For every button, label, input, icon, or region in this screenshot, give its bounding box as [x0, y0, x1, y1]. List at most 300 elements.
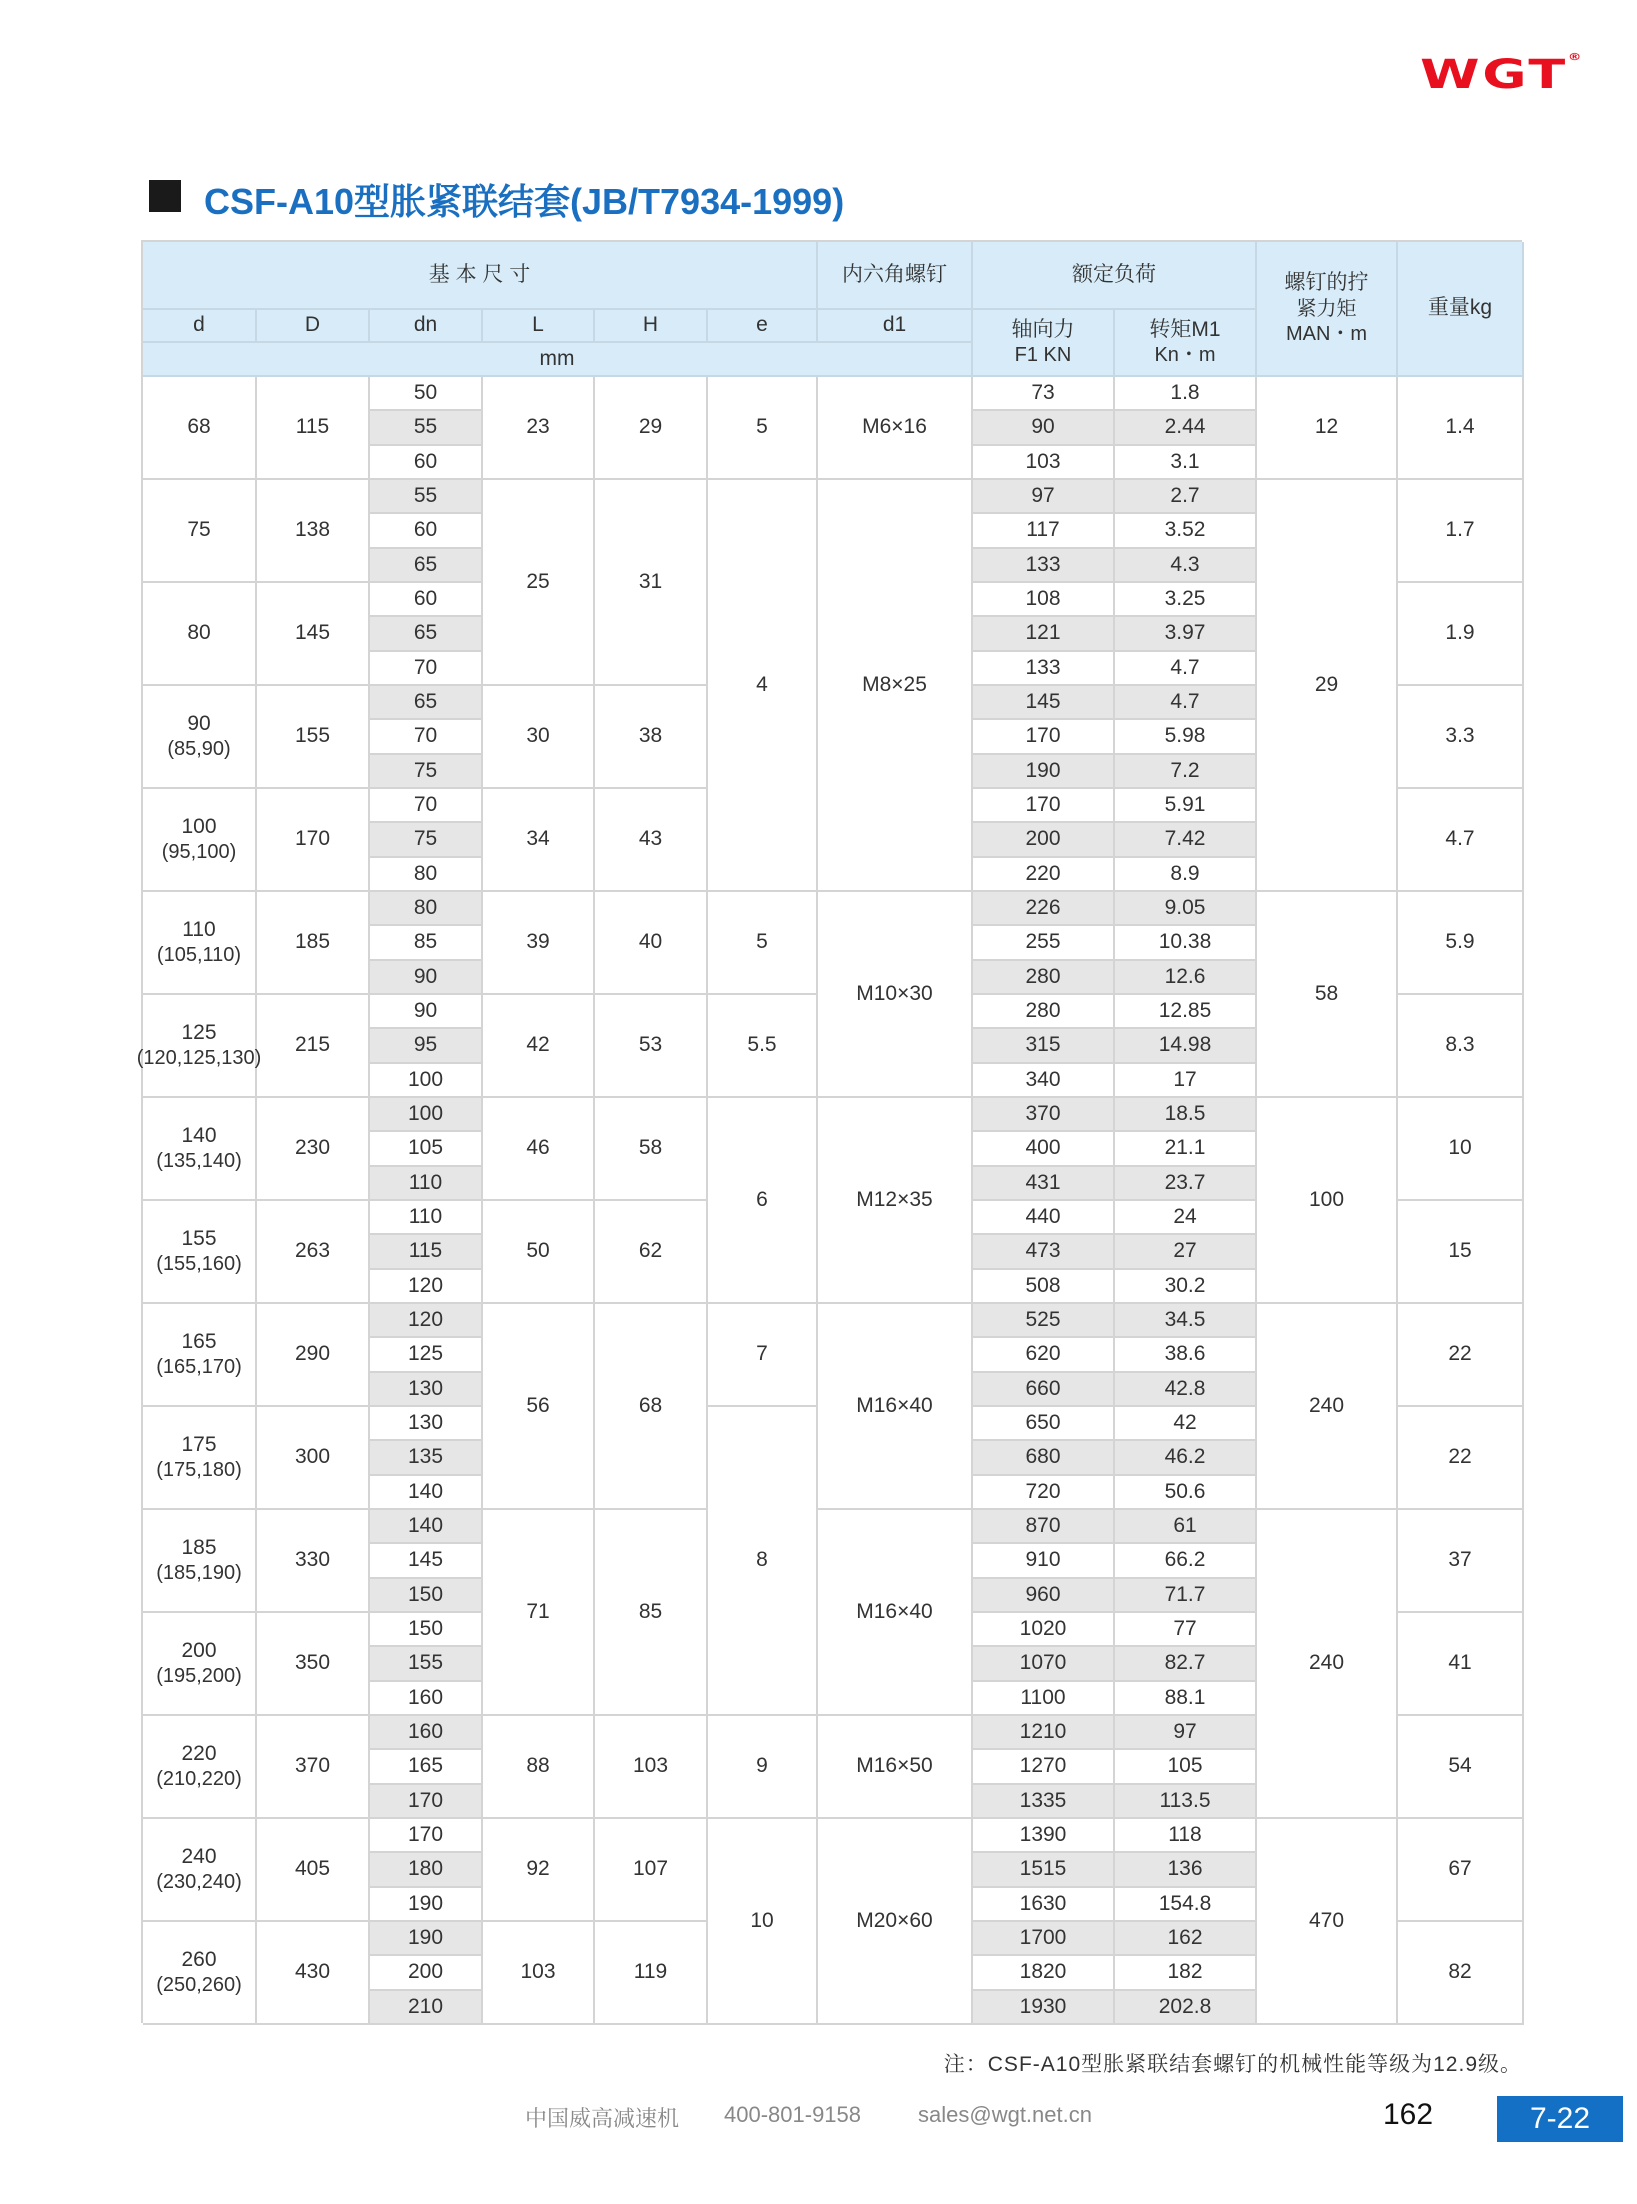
cell-D [257, 1098, 370, 1201]
header-col-d1-text: d1 [882, 313, 907, 337]
cell-f1-text: 620 [1025, 1342, 1061, 1366]
cell-m1-text: 2.44 [1164, 415, 1206, 439]
header-screw-text: 内六角螺钉 [842, 262, 947, 286]
cell-dn-text: 210 [407, 1994, 444, 2018]
cell-weight [1398, 583, 1524, 686]
footnote: 注：CSF-A10型胀紧联结套螺钉的机械性能等级为12.9级。 [943, 2053, 1522, 2076]
cell-f1 [973, 1647, 1115, 1682]
cell-h [595, 1716, 708, 1819]
cell-f1 [973, 720, 1115, 755]
cell-m1-text: 42.8 [1164, 1376, 1206, 1400]
cell-d1-text: M20×60 [856, 1908, 933, 1932]
cell-f1-text: 1100 [1020, 1685, 1066, 1709]
cell-l-text: 30 [526, 724, 550, 748]
cell-dn-text: 55 [413, 483, 438, 507]
cell-weight-text: 8.3 [1445, 1033, 1475, 1057]
cell-d [143, 789, 257, 892]
header-col-d-text: D [304, 313, 321, 337]
cell-weight [1398, 1098, 1524, 1201]
cell-f1-text: 73 [1031, 380, 1055, 404]
cell-f1 [973, 1544, 1115, 1579]
cell-l [483, 1304, 595, 1510]
cell-D-text: 300 [294, 1445, 331, 1469]
cell-l-text: 39 [526, 930, 550, 954]
cell-m1-text: 71.7 [1164, 1582, 1206, 1606]
cell-D [257, 583, 370, 686]
cell-dn [370, 686, 483, 720]
cell-f1-text: 90 [1031, 415, 1055, 439]
cell-l [483, 892, 595, 995]
cell-m1-text: 154.8 [1158, 1891, 1212, 1915]
cell-h-text: 43 [638, 827, 663, 851]
cell-m1 [1115, 514, 1257, 549]
cell-weight-text: 15 [1448, 1239, 1472, 1263]
cell-weight [1398, 1510, 1524, 1613]
cell-dn-text: 200 [407, 1960, 444, 1984]
cell-f1 [973, 1235, 1115, 1270]
spec-table [136, 240, 1522, 2023]
cell-d-text: 68 [187, 415, 211, 439]
cell-D-text: 145 [294, 621, 331, 645]
cell-h [595, 377, 708, 480]
cell-m1-text: 202.8 [1158, 1994, 1212, 2018]
cell-weight [1398, 892, 1524, 995]
cell-dn-text: 65 [413, 689, 438, 713]
cell-m1-text: 61 [1173, 1513, 1197, 1537]
cell-dn [370, 1922, 483, 1956]
cell-f1 [973, 892, 1115, 926]
cell-f1-text: 108 [1025, 586, 1061, 610]
cell-d [143, 1407, 257, 1510]
cell-f1-text: 121 [1025, 621, 1061, 645]
cell-f1 [973, 1098, 1115, 1132]
cell-h-text: 103 [632, 1754, 669, 1778]
cell-dn [370, 446, 483, 480]
cell-l [483, 686, 595, 789]
cell-weight-text: 22 [1448, 1445, 1472, 1469]
header-col-dn [370, 310, 483, 343]
cell-m1 [1115, 926, 1257, 961]
cell-d1-text: M16×40 [856, 1599, 933, 1623]
cell-dn [370, 1682, 483, 1716]
cell-d1-text: M12×35 [856, 1187, 933, 1211]
cell-e [708, 377, 818, 480]
cell-dn [370, 617, 483, 652]
header-tightening-torque-text: 螺钉的拧 [1284, 271, 1369, 295]
cell-h [595, 1819, 708, 1922]
cell-m1 [1115, 1407, 1257, 1441]
cell-m1 [1115, 446, 1257, 480]
cell-m1 [1115, 1544, 1257, 1579]
cell-dn-text: 95 [413, 1033, 438, 1057]
cell-m1-text: 34.5 [1164, 1307, 1206, 1331]
cell-f1 [973, 1579, 1115, 1613]
cell-m1 [1115, 1716, 1257, 1750]
header-axial-force [973, 310, 1115, 377]
cell-d-text: (120,125,130) [136, 1047, 262, 1070]
cell-f1 [973, 1201, 1115, 1235]
cell-f1 [973, 686, 1115, 720]
cell-dn-text: 110 [408, 1204, 443, 1228]
cell-m1 [1115, 892, 1257, 926]
cell-dn [370, 1579, 483, 1613]
cell-D [257, 1407, 370, 1510]
cell-D [257, 480, 370, 583]
cell-l-text: 46 [526, 1136, 550, 1160]
cell-m1 [1115, 1956, 1257, 1991]
cell-f1-text: 220 [1025, 861, 1061, 885]
cell-h [595, 789, 708, 892]
cell-dn-text: 80 [413, 861, 438, 885]
cell-h [595, 1922, 708, 2025]
cell-e-text: 5 [756, 415, 768, 439]
cell-dn-text: 140 [407, 1513, 444, 1537]
cell-m1-text: 118 [1168, 1822, 1202, 1846]
cell-m1 [1115, 823, 1257, 858]
cell-D-text: 330 [294, 1548, 331, 1572]
cell-m1 [1115, 549, 1257, 583]
cell-dn-text: 90 [413, 964, 438, 988]
cell-weight-text: 3.3 [1445, 724, 1475, 748]
cell-l [483, 1922, 595, 2025]
cell-f1 [973, 858, 1115, 892]
cell-D-text: 263 [294, 1239, 331, 1263]
cell-tightening [1257, 1304, 1398, 1510]
cell-f1 [973, 1338, 1115, 1373]
cell-dn-text: 75 [413, 827, 438, 851]
cell-f1 [973, 1853, 1115, 1888]
footer-company: 中国威高减速机 [525, 2106, 680, 2131]
cell-dn [370, 1476, 483, 1510]
cell-dn-text: 60 [413, 586, 438, 610]
cell-m1-text: 7.2 [1170, 758, 1200, 782]
cell-dn-text: 100 [407, 1101, 444, 1125]
cell-m1 [1115, 995, 1257, 1029]
cell-h-text: 29 [638, 415, 663, 439]
cell-h [595, 1304, 708, 1510]
cell-d-text: 155 [181, 1226, 217, 1250]
cell-h [595, 480, 708, 686]
cell-e-text: 8 [756, 1548, 768, 1572]
cell-h-text: 53 [638, 1033, 663, 1057]
cell-D [257, 1304, 370, 1407]
header-basic-dims [143, 242, 818, 310]
cell-D-text: 170 [294, 827, 331, 851]
cell-f1 [973, 1819, 1115, 1853]
cell-dn [370, 1132, 483, 1167]
cell-dn-text: 130 [407, 1376, 444, 1400]
cell-d-text: (85,90) [167, 738, 231, 761]
cell-tightening-text: 12 [1314, 415, 1339, 439]
cell-d-text: (185,190) [156, 1562, 242, 1585]
cell-dn [370, 892, 483, 926]
cell-m1 [1115, 1819, 1257, 1853]
cell-d [143, 583, 257, 686]
cell-h-text: 62 [638, 1239, 663, 1263]
cell-dn [370, 823, 483, 858]
cell-m1-text: 12.6 [1164, 964, 1206, 988]
cell-f1 [973, 1064, 1115, 1098]
cell-D-text: 290 [294, 1342, 331, 1366]
cell-m1 [1115, 1922, 1257, 1956]
header-col-l-text: L [532, 313, 544, 337]
cell-e [708, 995, 818, 1098]
cell-d-text: (230,240) [156, 1871, 242, 1894]
cell-m1 [1115, 1201, 1257, 1235]
cell-f1-text: 340 [1025, 1067, 1061, 1091]
cell-m1-text: 4.7 [1170, 689, 1200, 713]
cell-dn-text: 105 [407, 1136, 444, 1160]
cell-dn [370, 1373, 483, 1407]
cell-h [595, 892, 708, 995]
cell-d [143, 1819, 257, 1922]
cell-l [483, 377, 595, 480]
cell-m1-text: 7.42 [1164, 827, 1206, 851]
cell-d [143, 480, 257, 583]
cell-f1-text: 170 [1025, 724, 1061, 748]
cell-weight-text: 1.4 [1445, 415, 1475, 439]
cell-weight-text: 54 [1448, 1754, 1472, 1778]
cell-m1-text: 3.52 [1164, 518, 1206, 542]
cell-f1-text: 1070 [1019, 1651, 1067, 1675]
cell-e-text: 10 [750, 1908, 774, 1932]
cell-f1-text: 170 [1025, 792, 1061, 816]
cell-d [143, 1922, 257, 2025]
cell-m1-text: 24 [1173, 1204, 1197, 1228]
cell-dn [370, 858, 483, 892]
cell-m1 [1115, 1647, 1257, 1682]
cell-d-text: (210,220) [156, 1768, 242, 1791]
cell-dn [370, 1819, 483, 1853]
cell-f1-text: 525 [1025, 1307, 1061, 1331]
cell-m1 [1115, 1064, 1257, 1098]
header-col-l [483, 310, 595, 343]
cell-f1-text: 1630 [1019, 1891, 1067, 1915]
cell-dn-text: 160 [407, 1685, 444, 1709]
cell-m1-text: 27 [1173, 1239, 1197, 1263]
cell-m1 [1115, 1132, 1257, 1167]
cell-dn [370, 720, 483, 755]
cell-d-text: 110 [182, 917, 216, 941]
cell-d [143, 1304, 257, 1407]
header-col-e-text: e [756, 313, 768, 337]
header-tightening-torque-text: MAN・m [1285, 322, 1368, 345]
cell-dn [370, 755, 483, 789]
cell-f1 [973, 1750, 1115, 1785]
cell-e [708, 1407, 818, 1716]
cell-l-text: 42 [526, 1033, 550, 1057]
header-rated-load [973, 242, 1257, 310]
cell-dn [370, 995, 483, 1029]
cell-dn [370, 1510, 483, 1544]
cell-dn [370, 411, 483, 446]
cell-f1-text: 133 [1025, 552, 1061, 576]
cell-D-text: 370 [294, 1754, 331, 1778]
cell-m1-text: 9.05 [1164, 895, 1206, 919]
cell-dn-text: 110 [408, 1170, 443, 1194]
cell-D [257, 789, 370, 892]
cell-m1 [1115, 1441, 1257, 1476]
logo-text: WGT [1420, 52, 1568, 98]
cell-m1 [1115, 1785, 1257, 1819]
cell-dn [370, 1647, 483, 1682]
cell-f1-text: 660 [1025, 1376, 1061, 1400]
cell-dn [370, 1098, 483, 1132]
cell-l-text: 56 [526, 1393, 550, 1417]
cell-m1 [1115, 755, 1257, 789]
cell-dn-text: 60 [413, 449, 438, 473]
cell-dn-text: 170 [407, 1788, 444, 1812]
cell-e [708, 892, 818, 995]
cell-weight-text: 67 [1448, 1857, 1472, 1881]
cell-f1 [973, 1991, 1115, 2025]
cell-D [257, 995, 370, 1098]
cell-dn-text: 170 [407, 1822, 444, 1846]
cell-dn [370, 377, 483, 411]
cell-weight [1398, 480, 1524, 583]
cell-l-text: 103 [520, 1960, 556, 1984]
cell-f1-text: 1270 [1019, 1754, 1067, 1778]
cell-h-text: 119 [633, 1960, 668, 1984]
cell-f1-text: 280 [1025, 998, 1061, 1022]
cell-dn-text: 70 [413, 792, 438, 816]
cell-m1-text: 3.97 [1164, 621, 1206, 645]
cell-d-text: (155,160) [156, 1253, 242, 1276]
cell-dn-text: 70 [413, 655, 438, 679]
page-number: 162 [1383, 2098, 1434, 2131]
header-weight [1398, 242, 1524, 377]
cell-d [143, 377, 257, 480]
header-screw [818, 242, 973, 310]
cell-dn [370, 1201, 483, 1235]
cell-f1-text: 133 [1025, 655, 1061, 679]
cell-dn [370, 480, 483, 514]
title-square-icon [149, 180, 181, 212]
cell-h [595, 1098, 708, 1201]
cell-m1 [1115, 1682, 1257, 1716]
cell-d1-text: M8×25 [862, 672, 927, 696]
cell-tightening-text: 240 [1308, 1393, 1345, 1417]
cell-d1 [818, 377, 973, 480]
cell-e-text: 5.5 [747, 1033, 777, 1057]
cell-weight-text: 4.7 [1445, 827, 1475, 851]
cell-m1-text: 162 [1167, 1925, 1203, 1949]
cell-m1-text: 10.38 [1158, 930, 1212, 954]
cell-f1 [973, 926, 1115, 961]
cell-f1-text: 1210 [1019, 1719, 1067, 1743]
cell-dn [370, 926, 483, 961]
cell-l-text: 50 [526, 1239, 550, 1263]
cell-m1 [1115, 617, 1257, 652]
header-col-h-text: H [642, 313, 659, 337]
header-unit-text: mm [539, 346, 575, 370]
cell-dn-text: 65 [413, 552, 438, 576]
cell-dn [370, 1338, 483, 1373]
cell-h [595, 1201, 708, 1304]
cell-dn-text: 125 [407, 1342, 444, 1366]
cell-m1-text: 77 [1173, 1616, 1197, 1640]
cell-dn [370, 1716, 483, 1750]
cell-d1 [818, 480, 973, 892]
cell-dn-text: 120 [407, 1273, 444, 1297]
wgt-logo: WGT® [1420, 52, 1585, 98]
cell-weight [1398, 1819, 1524, 1922]
cell-dn-text: 115 [408, 1239, 443, 1263]
header-rated-load-text: 额定负荷 [1072, 262, 1156, 286]
cell-weight [1398, 1201, 1524, 1304]
cell-weight-text: 1.9 [1445, 621, 1475, 645]
cell-f1-text: 145 [1025, 689, 1061, 713]
cell-dn-text: 145 [407, 1548, 444, 1572]
cell-m1-text: 23.7 [1164, 1170, 1206, 1194]
cell-m1 [1115, 720, 1257, 755]
cell-h-text: 40 [638, 930, 663, 954]
cell-f1 [973, 583, 1115, 617]
cell-e-text: 6 [756, 1187, 768, 1211]
cell-f1-text: 508 [1025, 1273, 1061, 1297]
cell-dn [370, 961, 483, 995]
cell-d-text: 80 [187, 621, 211, 645]
cell-weight-text: 5.9 [1445, 930, 1475, 954]
page-title: CSF-A10型胀紧联结套(JB/T7934-1999) [204, 181, 845, 222]
cell-m1-text: 12.85 [1158, 998, 1212, 1022]
cell-dn-text: 55 [413, 415, 438, 439]
cell-m1 [1115, 1235, 1257, 1270]
cell-D [257, 1613, 370, 1716]
cell-m1-text: 21.1 [1164, 1136, 1206, 1160]
cell-dn [370, 1064, 483, 1098]
cell-dn [370, 1441, 483, 1476]
cell-m1 [1115, 1373, 1257, 1407]
cell-d-text: 175 [181, 1432, 217, 1456]
cell-f1 [973, 1029, 1115, 1064]
cell-m1-text: 38.6 [1164, 1342, 1206, 1366]
cell-d1-text: M6×16 [862, 415, 927, 439]
cell-m1 [1115, 1510, 1257, 1544]
cell-h-text: 107 [632, 1857, 669, 1881]
cell-h-text: 38 [638, 724, 663, 748]
header-tightening-torque [1257, 242, 1398, 377]
cell-d-text: 100 [181, 814, 217, 838]
cell-f1 [973, 1888, 1115, 1922]
cell-D [257, 686, 370, 789]
cell-dn [370, 514, 483, 549]
cell-f1 [973, 1716, 1115, 1750]
cell-f1 [973, 1167, 1115, 1201]
cell-m1 [1115, 1098, 1257, 1132]
cell-dn [370, 1785, 483, 1819]
cell-d-text: 220 [181, 1741, 217, 1765]
cell-d-text: (135,140) [156, 1150, 242, 1173]
cell-weight [1398, 1304, 1524, 1407]
cell-weight-text: 1.7 [1445, 518, 1475, 542]
cell-f1 [973, 652, 1115, 686]
cell-dn-text: 130 [407, 1410, 444, 1434]
cell-dn [370, 1270, 483, 1304]
cell-dn [370, 1029, 483, 1064]
header-weight-text: 重量kg [1427, 296, 1493, 320]
cell-m1 [1115, 1304, 1257, 1338]
cell-dn [370, 1544, 483, 1579]
cell-f1 [973, 1132, 1115, 1167]
cell-f1 [973, 1441, 1115, 1476]
cell-m1-text: 50.6 [1164, 1479, 1206, 1503]
cell-m1 [1115, 1579, 1257, 1613]
cell-dn-text: 70 [413, 724, 438, 748]
header-col-d [143, 310, 257, 343]
header-col-d-text: d [193, 313, 205, 337]
cell-dn [370, 1304, 483, 1338]
